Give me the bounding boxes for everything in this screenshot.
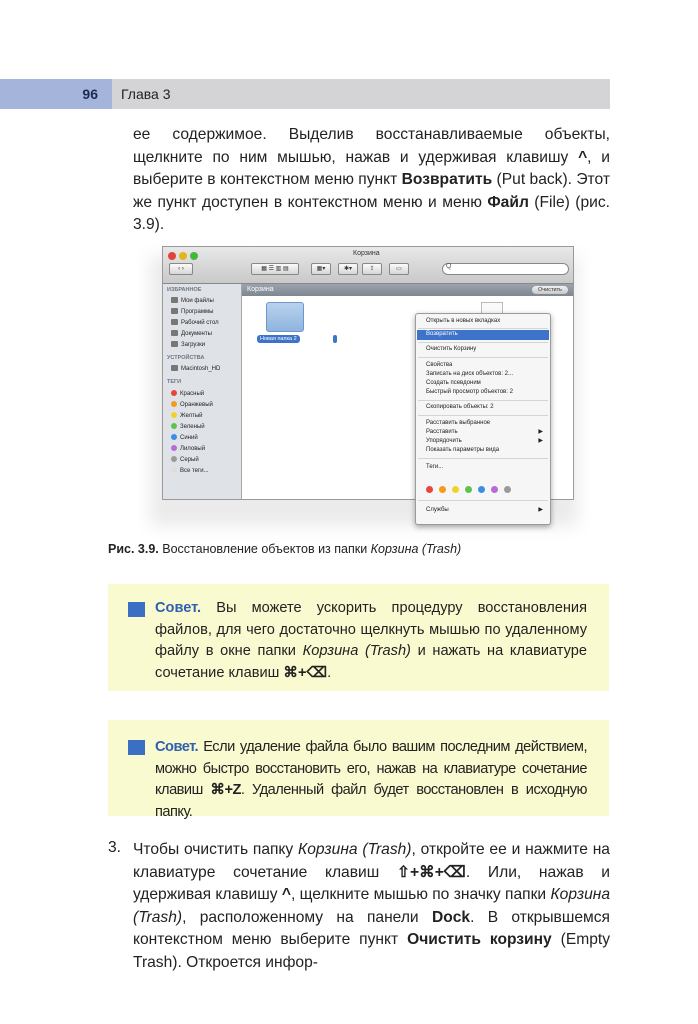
menu-item-burn[interactable]: Записать на диск объектов: 2... (426, 371, 513, 377)
text-run: (Empty Trash). Откроется инфор- (133, 931, 611, 971)
menu-item-copy[interactable]: Скопировать объекты: 2 (426, 404, 494, 410)
tip-label: Совет. (155, 600, 202, 616)
text-run: , щелкните мышью по значку папки (290, 886, 551, 903)
menu-term: Файл (487, 193, 529, 211)
submenu-arrow-icon: ▶ (538, 507, 543, 513)
text-run: . (327, 664, 332, 681)
tag-color-icon[interactable] (504, 486, 511, 493)
folder-label[interactable]: Новая папка 2 (257, 335, 300, 343)
key-glyph: ^ (281, 886, 291, 903)
sidebar-item[interactable] (171, 319, 219, 326)
sidebar-section-devices: УСТРОЙСТВА (167, 355, 205, 361)
sidebar-item-label: Зеленый (180, 424, 205, 430)
text-run: Чтобы очистить папку (133, 841, 299, 858)
tag-color-icon[interactable] (491, 486, 498, 493)
tag-dot-icon (171, 434, 177, 440)
view-mode-icon[interactable]: ▦ ☰ ▥ ▤ (251, 263, 299, 275)
shortcut: ⇧+⌘+⌫ (396, 863, 466, 881)
text-run: , и выберите в контекстном меню пункт (133, 148, 610, 188)
tip-marker-icon (128, 602, 145, 617)
menu-separator (418, 328, 548, 329)
files-icon (171, 297, 178, 303)
downloads-icon (171, 341, 178, 347)
tag-dot-icon (171, 445, 177, 451)
submenu-arrow-icon: ▶ (538, 438, 543, 444)
finder-sidebar (163, 284, 242, 499)
menu-item-properties[interactable]: Свойства (426, 362, 453, 368)
documents-icon (171, 330, 178, 336)
zoom-icon[interactable] (190, 252, 198, 260)
menu-item-view-options[interactable]: Показать параметры вида (426, 447, 500, 453)
menu-item-alias[interactable]: Создать псевдоним (426, 380, 481, 386)
finder-content (242, 284, 573, 513)
tag-color-icon[interactable] (465, 486, 472, 493)
folder-icon[interactable] (266, 302, 304, 332)
menu-item-quicklook[interactable]: Быстрый просмотр объектов: 2 (426, 389, 513, 395)
search-icon: Q (446, 263, 452, 270)
sidebar-item-label: Программы (181, 309, 214, 315)
menu-item-arrange-selected[interactable]: Расставить выбранное (426, 420, 491, 426)
sidebar-tag[interactable] (171, 467, 209, 474)
sidebar-item-label: Синий (180, 435, 198, 441)
menu-item-label: Возвратить (426, 331, 458, 337)
tag-color-icon[interactable] (478, 486, 485, 493)
chapter-title: Глава 3 (121, 86, 171, 102)
text-run: Dock (431, 908, 471, 926)
text-run: . Удаленный файл будет восстановлен в исходную папку. (155, 782, 587, 820)
submenu-arrow-icon: ▶ (538, 429, 543, 435)
text-run: Вы можете ускорить процедуру восстановления файлов, для чего достаточно щелкнуть мышью по удаленному файлу в окне папки (155, 600, 587, 659)
apps-icon (171, 308, 178, 314)
tag-color-icon[interactable] (426, 486, 433, 493)
text-run: (File) (рис. 3.9). (133, 193, 610, 233)
sidebar-item-label: Мои файлы (181, 298, 214, 304)
share-icon[interactable]: ⇪ (362, 263, 382, 275)
sidebar-section-tags: ТЕГИ (167, 379, 182, 385)
sidebar-item[interactable] (171, 308, 213, 315)
menu-separator (418, 458, 548, 459)
sidebar-item[interactable] (171, 330, 212, 337)
sidebar-tag[interactable] (171, 445, 205, 452)
empty-trash-button[interactable]: Очистить (532, 286, 568, 294)
text-run: , откройте ее и нажмите на клавиатуре сочетание клавиш (133, 841, 610, 881)
tag-icon[interactable]: ▭ (389, 263, 409, 275)
sidebar-item[interactable] (171, 297, 214, 304)
menu-separator (418, 342, 548, 343)
desktop-icon (171, 319, 178, 325)
intro-paragraph (133, 124, 610, 237)
window-title: Корзина (353, 250, 380, 257)
sidebar-item-label: Загрузки (181, 342, 206, 348)
gear-icon[interactable]: ✱▾ (338, 263, 358, 275)
text-run: (Put back). Этот же пункт доступен в контекстном меню и меню (133, 171, 610, 211)
sidebar-item-label: Macintosh_HD (181, 366, 221, 372)
tag-dot-icon (171, 456, 177, 462)
text-run: , расположенному на панели (182, 908, 432, 926)
arrange-icon[interactable]: ▦▾ (311, 263, 331, 275)
disk-icon (171, 365, 178, 371)
menu-item-put-back[interactable] (417, 330, 549, 340)
text-run: ее содержимое. Выделив восстанавливаемые объекты, щелкните по ним мышью, нажав и удерживая клавишу (133, 126, 610, 166)
menu-term: Возвратить (401, 171, 493, 188)
selected-file-label[interactable] (333, 335, 337, 343)
sidebar-section-favorites: ИЗБРАННОЕ (167, 287, 202, 293)
menu-item-services[interactable]: Службы (426, 507, 449, 513)
sidebar-tag[interactable] (171, 401, 213, 408)
key-glyph: ^ (578, 148, 588, 166)
text-run: и нажать на клавиатуре сочетание клавиш (155, 643, 587, 681)
path-bar (242, 284, 573, 296)
tip-box (108, 720, 609, 820)
context-menu (415, 313, 551, 525)
menu-separator (418, 400, 548, 401)
text-run: Корзина (Trash) (298, 841, 412, 858)
menu-separator (418, 357, 548, 358)
tag-color-icon[interactable] (452, 486, 459, 493)
tip-label: Совет. (155, 739, 199, 755)
sidebar-item-label: Оранжевый (180, 402, 213, 408)
sidebar-item-label: Красный (180, 391, 205, 397)
text-run: Очистить корзину (407, 931, 552, 948)
shortcut: ⌘+⌫ (283, 664, 328, 681)
menu-item-sort[interactable]: Упорядочить (426, 438, 462, 444)
caption-label: Рис. 3.9. (108, 542, 159, 556)
menu-item-empty-trash[interactable]: Очистить Корзину (426, 346, 477, 352)
text-run: Корзина (Trash) (302, 643, 411, 659)
sidebar-item-label: Серый (180, 457, 199, 463)
sidebar-tag[interactable] (171, 456, 199, 463)
sidebar-tag[interactable] (171, 390, 204, 397)
sidebar-item-label: Рабочий стол (181, 320, 219, 326)
menu-separator (418, 415, 548, 416)
page-number: 96 (82, 86, 98, 102)
list-number: 3. (108, 839, 122, 856)
sidebar-tag[interactable] (171, 423, 205, 430)
tip-marker-icon (128, 740, 145, 755)
tag-dot-icon (171, 467, 177, 473)
menu-item-open-tabs[interactable]: Открыть в новых вкладках (426, 318, 501, 324)
caption-italic: Корзина (Trash) (370, 542, 462, 556)
tag-color-icon[interactable] (439, 486, 446, 493)
caption-text: Восстановление объектов из папки (158, 542, 371, 556)
text-run: Если удаление файла было вашим последним действием, можно быстро восстановить его, нажав на клавиатуре сочетание клавиш (155, 739, 587, 798)
tip-box (108, 584, 609, 691)
window-titlebar (163, 247, 573, 284)
tag-dot-icon (171, 412, 177, 418)
sidebar-item-label: Желтый (180, 413, 203, 419)
tag-dot-icon (171, 401, 177, 407)
finder-screenshot (162, 246, 574, 513)
text-run: . В открывшемся контекстном меню выберите пункт (133, 908, 610, 948)
sidebar-item[interactable] (171, 365, 220, 372)
menu-item-arrange[interactable]: Расставить (426, 429, 458, 435)
sidebar-item-label: Документы (181, 331, 212, 337)
menu-separator (418, 500, 548, 501)
tip-text (155, 598, 587, 684)
path-title: Корзина (247, 286, 274, 293)
shortcut: ⌘+Z (210, 782, 241, 798)
sidebar-tag[interactable] (171, 412, 203, 419)
text-run: . Или, нажав и удерживая клавишу (133, 863, 610, 903)
text-run: Корзина (Trash) (133, 886, 611, 926)
sidebar-tag[interactable] (171, 434, 198, 441)
minimize-icon[interactable] (179, 252, 187, 260)
tag-dot-icon (171, 390, 177, 396)
sidebar-item[interactable] (171, 341, 205, 348)
menu-item-tags[interactable]: Теги... (426, 464, 444, 470)
sidebar-item-label: Все теги... (180, 468, 209, 474)
back-forward-icon[interactable]: ‹ › (169, 263, 193, 275)
sidebar-item-label: Лиловый (180, 446, 206, 452)
tag-dot-icon (171, 423, 177, 429)
search-input[interactable] (442, 263, 569, 275)
figure-caption (108, 542, 461, 556)
list-paragraph (133, 839, 610, 974)
tip-text (155, 737, 587, 823)
page-number-box (0, 79, 112, 109)
close-icon[interactable] (168, 252, 176, 260)
